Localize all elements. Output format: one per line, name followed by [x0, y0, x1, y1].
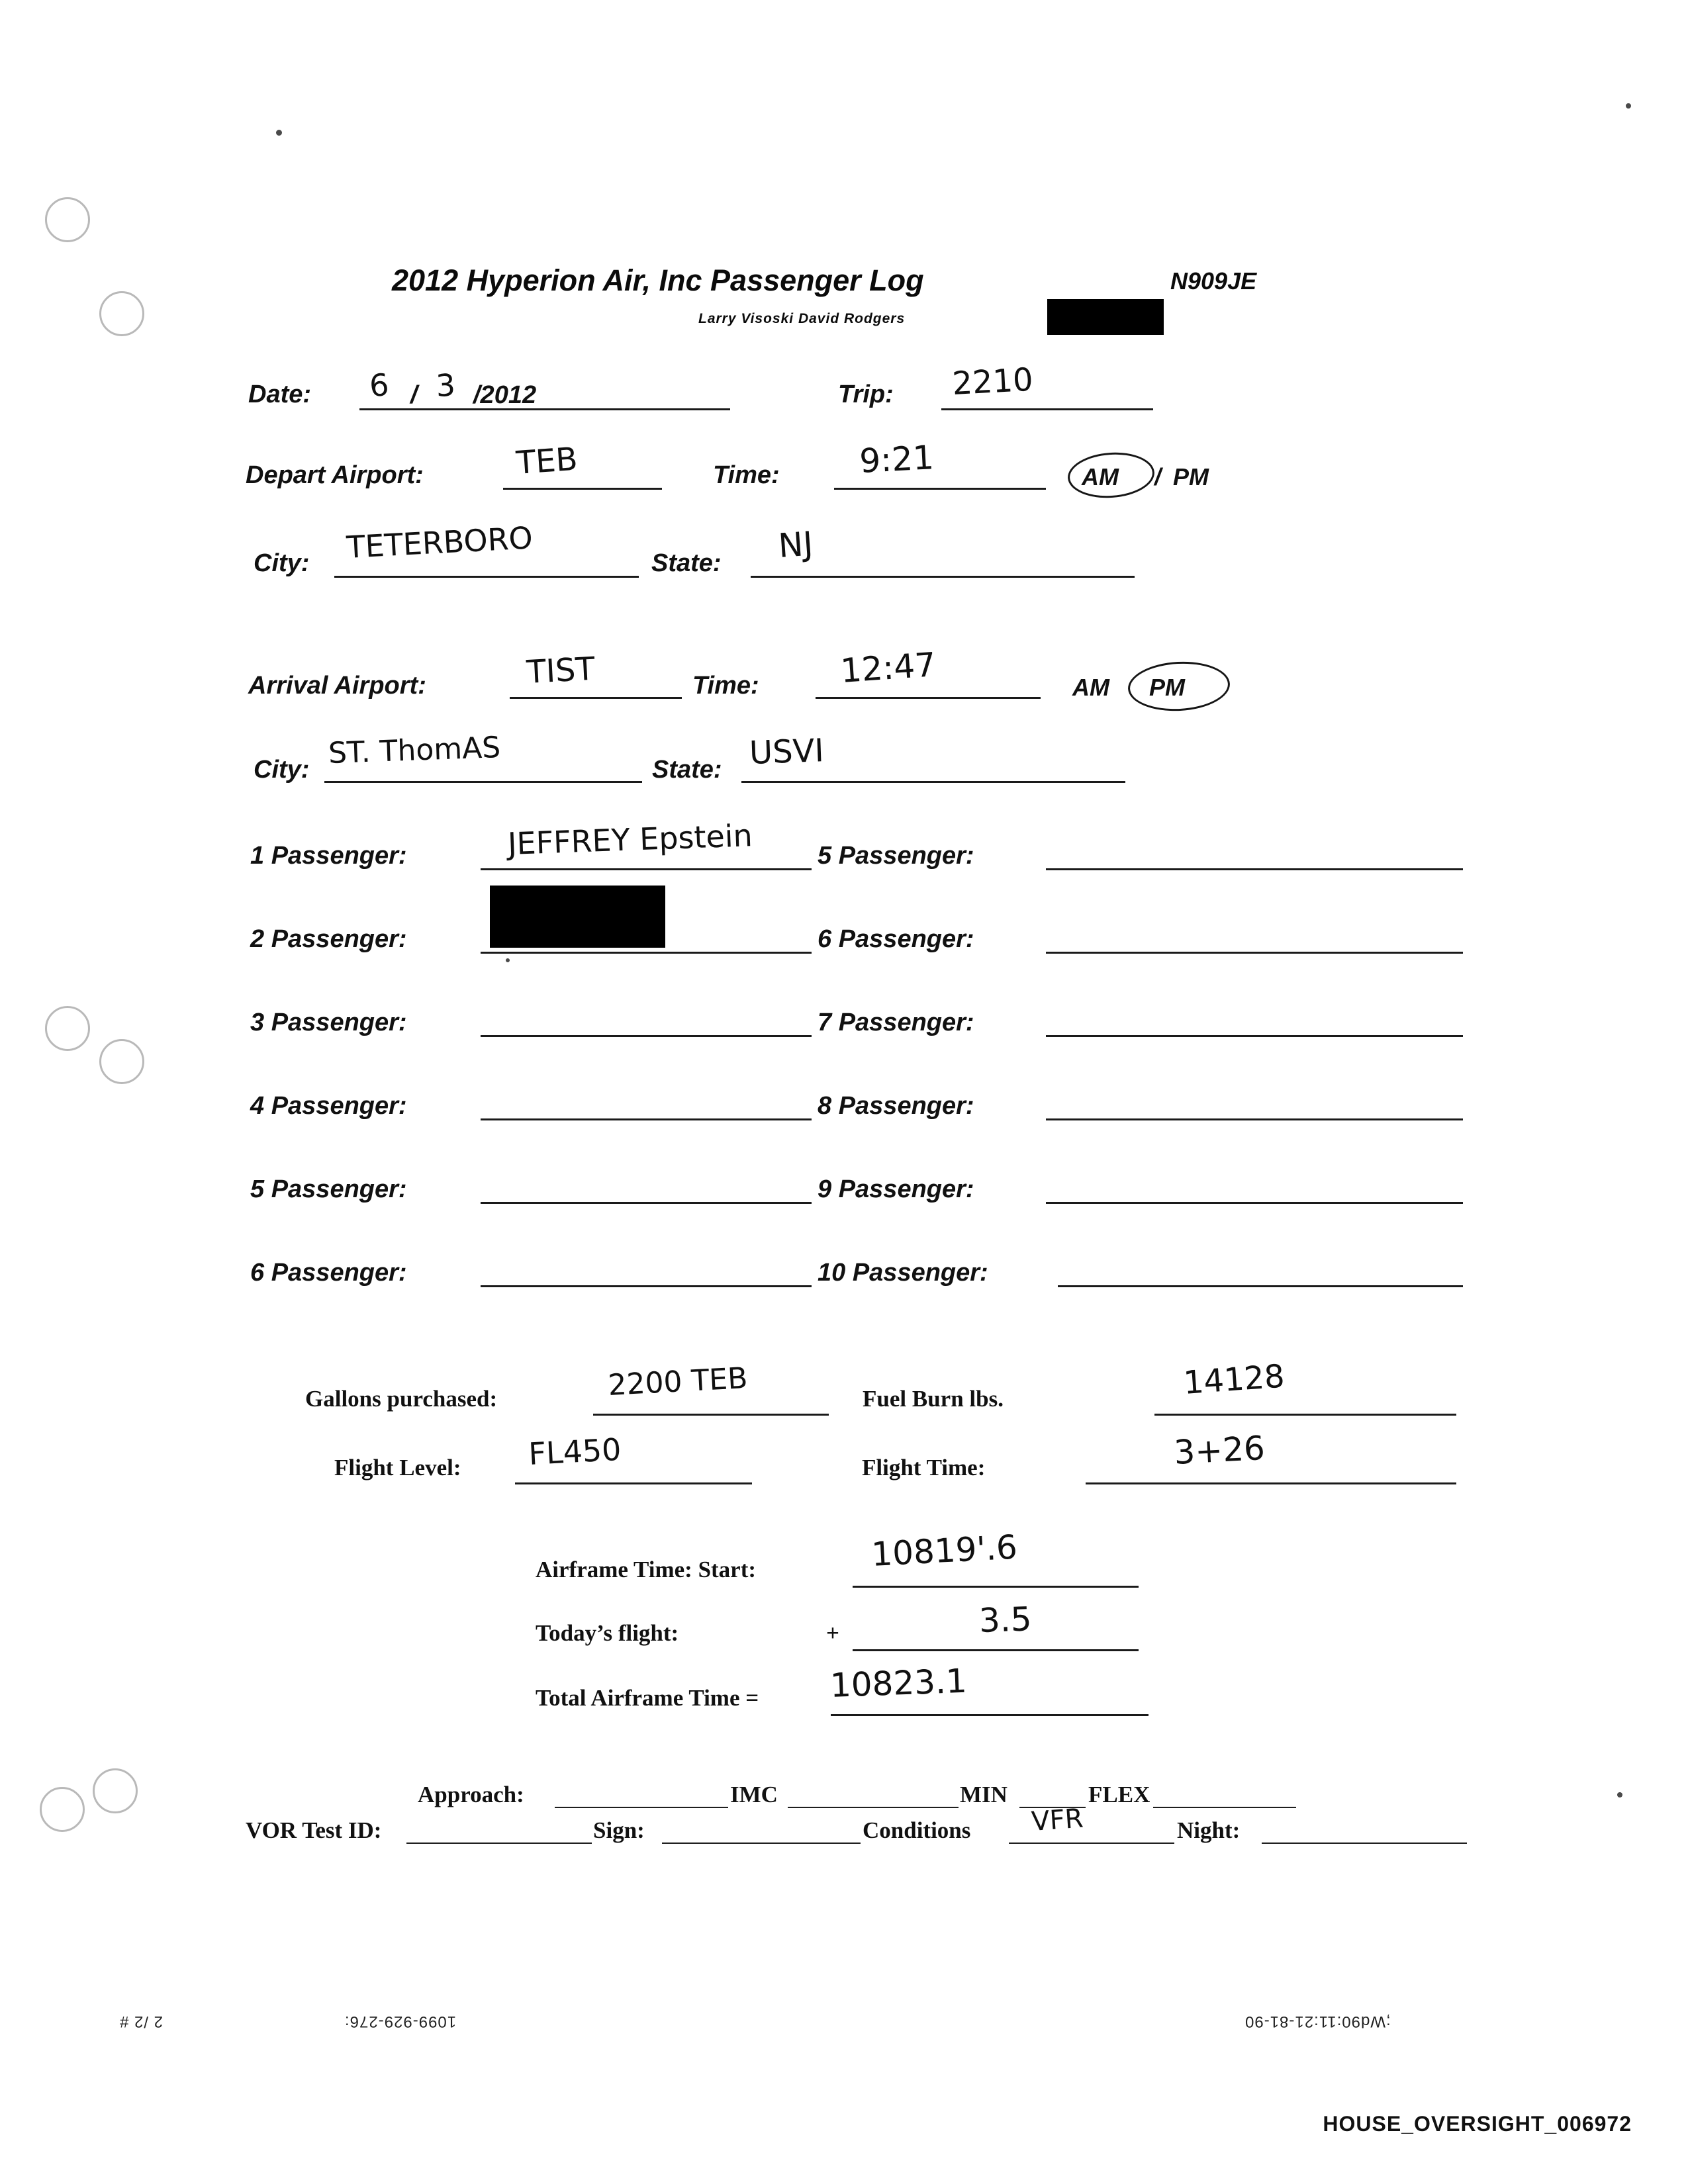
- label-gallons-purchased: Gallons purchased:: [305, 1386, 498, 1412]
- label-passenger-7r: 7 Passenger:: [818, 1009, 974, 1036]
- label-depart-am: AM: [1082, 463, 1119, 490]
- value-date-day: 3: [435, 367, 457, 404]
- fax-footer-right: ;Wd90:11:21-81-90: [1244, 2013, 1391, 2030]
- value-depart-airport: TEB: [515, 440, 579, 482]
- label-passenger-9r: 9 Passenger:: [818, 1175, 974, 1203]
- label-vor-test-id: VOR Test ID:: [246, 1817, 382, 1843]
- label-arrival-airport: Arrival Airport:: [248, 672, 426, 700]
- hole-punch: [45, 1006, 90, 1051]
- value-arrival-state: USVI: [749, 732, 825, 772]
- rule-trip: [941, 408, 1153, 410]
- label-trip: Trip:: [838, 381, 894, 408]
- label-depart-city: City:: [254, 549, 310, 577]
- scan-artifact: [276, 130, 282, 136]
- rule-todays-flight: [853, 1649, 1139, 1651]
- value-total-airframe: 10823.1: [829, 1661, 968, 1705]
- rule-airframe-start: [853, 1586, 1139, 1588]
- label-passenger-10r: 10 Passenger:: [818, 1259, 988, 1287]
- label-sign: Sign:: [593, 1817, 645, 1843]
- fax-footer-left: 2 /2 #: [119, 2013, 164, 2030]
- rule-fuel-burn: [1154, 1414, 1456, 1416]
- rule-arrival-city: [324, 781, 642, 783]
- rule-arrival-state: [741, 781, 1125, 783]
- redaction-box-passenger-2: [490, 886, 665, 948]
- rule-conditions: [1009, 1843, 1174, 1844]
- label-date: Date:: [248, 381, 312, 408]
- rule-passenger-3: [481, 1035, 812, 1037]
- rule-flight-level: [515, 1482, 752, 1484]
- rule-total-airframe: [831, 1714, 1149, 1716]
- label-passenger-3: 3 Passenger:: [250, 1009, 407, 1036]
- label-imc: IMC: [730, 1782, 778, 1807]
- value-flight-time: 3+26: [1172, 1428, 1266, 1472]
- scan-artifact: [1626, 103, 1631, 109]
- rule-flex: [1153, 1807, 1296, 1808]
- label-depart-time: Time:: [713, 461, 780, 489]
- rule-passenger-1: [481, 868, 812, 870]
- rule-date: [359, 408, 730, 410]
- hole-punch: [93, 1768, 138, 1813]
- rule-passenger-10r: [1058, 1285, 1463, 1287]
- label-passenger-6r: 6 Passenger:: [818, 925, 974, 953]
- label-date-sep2: /2012: [473, 381, 537, 409]
- label-min: MIN: [960, 1782, 1008, 1807]
- label-arrival-time: Time:: [692, 672, 759, 700]
- value-arrival-time: 12:47: [839, 645, 937, 690]
- label-depart-state: State:: [651, 549, 722, 577]
- hole-punch: [99, 1039, 144, 1084]
- value-arrival-airport: TIST: [526, 650, 596, 691]
- value-passenger-1: JEFFREY Epstein: [507, 817, 753, 862]
- label-passenger-8r: 8 Passenger:: [818, 1092, 974, 1120]
- rule-depart-time: [834, 488, 1046, 490]
- scan-artifact: [506, 958, 510, 962]
- label-airframe-start: Airframe Time: Start:: [536, 1557, 757, 1582]
- rule-arrival-time: [816, 697, 1041, 699]
- label-arrival-state: State:: [652, 756, 722, 784]
- label-passenger-5: 5 Passenger:: [250, 1175, 407, 1203]
- hole-punch: [99, 291, 144, 336]
- label-arrival-pm: PM: [1149, 674, 1185, 701]
- rule-imc: [788, 1807, 959, 1808]
- scan-artifact: [1617, 1792, 1622, 1797]
- value-conditions: VFR: [1030, 1803, 1084, 1837]
- value-airframe-start: 10819'.6: [870, 1527, 1019, 1574]
- rule-passenger-5: [481, 1202, 812, 1204]
- label-fuel-burn: Fuel Burn lbs.: [863, 1386, 1004, 1412]
- rule-depart-city: [334, 576, 639, 578]
- rule-passenger-4: [481, 1118, 812, 1120]
- value-date-month: 6: [368, 367, 391, 404]
- circled-pm-arrival: [1127, 659, 1231, 713]
- rule-arrival-airport: [510, 697, 682, 699]
- page-title: 2012 Hyperion Air, Inc Passenger Log: [392, 263, 924, 297]
- rule-flight-time: [1086, 1482, 1456, 1484]
- label-passenger-1: 1 Passenger:: [250, 842, 407, 870]
- redaction-box-header: [1047, 299, 1164, 335]
- label-flight-time: Flight Time:: [862, 1455, 986, 1480]
- value-gallons-purchased: 2200 TEB: [607, 1361, 749, 1402]
- value-flight-level: FL450: [528, 1431, 622, 1472]
- label-todays-flight: Today’s flight:: [536, 1620, 679, 1646]
- label-depart-airport: Depart Airport:: [246, 461, 424, 489]
- label-conditions: Conditions: [863, 1817, 971, 1843]
- label-depart-pm: PM: [1173, 463, 1209, 490]
- label-plus-sign: +: [826, 1620, 839, 1646]
- rule-passenger-6r: [1046, 952, 1463, 954]
- rule-passenger-2: [481, 952, 812, 954]
- rule-sign: [662, 1843, 861, 1844]
- bates-stamp: HOUSE_OVERSIGHT_006972: [1323, 2112, 1632, 2136]
- rule-passenger-9r: [1046, 1202, 1463, 1204]
- value-todays-flight: 3.5: [978, 1600, 1033, 1640]
- rule-passenger-5r: [1046, 868, 1463, 870]
- label-passenger-6: 6 Passenger:: [250, 1259, 407, 1287]
- fax-footer-center: 1099-929-276:: [344, 2013, 457, 2030]
- label-arrival-city: City:: [254, 756, 310, 784]
- rule-vor-test-id: [406, 1843, 592, 1844]
- label-passenger-4: 4 Passenger:: [250, 1092, 407, 1120]
- rule-depart-airport: [503, 488, 662, 490]
- value-fuel-burn: 14128: [1182, 1357, 1286, 1402]
- circled-am-depart: [1066, 450, 1156, 501]
- rule-approach: [555, 1807, 728, 1808]
- label-night: Night:: [1177, 1817, 1241, 1843]
- value-depart-time: 9:21: [858, 438, 935, 480]
- rule-passenger-8r: [1046, 1118, 1463, 1120]
- value-depart-city: TETERBORO: [346, 520, 534, 565]
- rule-passenger-6: [481, 1285, 812, 1287]
- label-flight-level: Flight Level:: [334, 1455, 461, 1480]
- label-flex: FLEX: [1088, 1782, 1150, 1807]
- value-trip: 2210: [951, 361, 1034, 402]
- label-passenger-2: 2 Passenger:: [250, 925, 407, 953]
- rule-gallons-purchased: [593, 1414, 829, 1416]
- value-arrival-city: ST. ThomAS: [328, 730, 501, 770]
- hole-punch: [40, 1787, 85, 1832]
- rule-depart-state: [751, 576, 1135, 578]
- tail-number: N909JE: [1170, 267, 1257, 295]
- label-approach: Approach:: [418, 1782, 524, 1807]
- crew-names: Larry Visoski David Rodgers: [698, 311, 906, 326]
- label-arrival-am: AM: [1072, 674, 1109, 701]
- label-depart-slash: /: [1154, 463, 1162, 490]
- label-passenger-5r: 5 Passenger:: [818, 842, 974, 870]
- value-depart-state: NJ: [776, 524, 815, 565]
- label-total-airframe: Total Airframe Time =: [536, 1685, 759, 1711]
- rule-night: [1262, 1843, 1467, 1844]
- label-date-sep1: /: [410, 381, 418, 409]
- rule-passenger-7r: [1046, 1035, 1463, 1037]
- hole-punch: [45, 197, 90, 242]
